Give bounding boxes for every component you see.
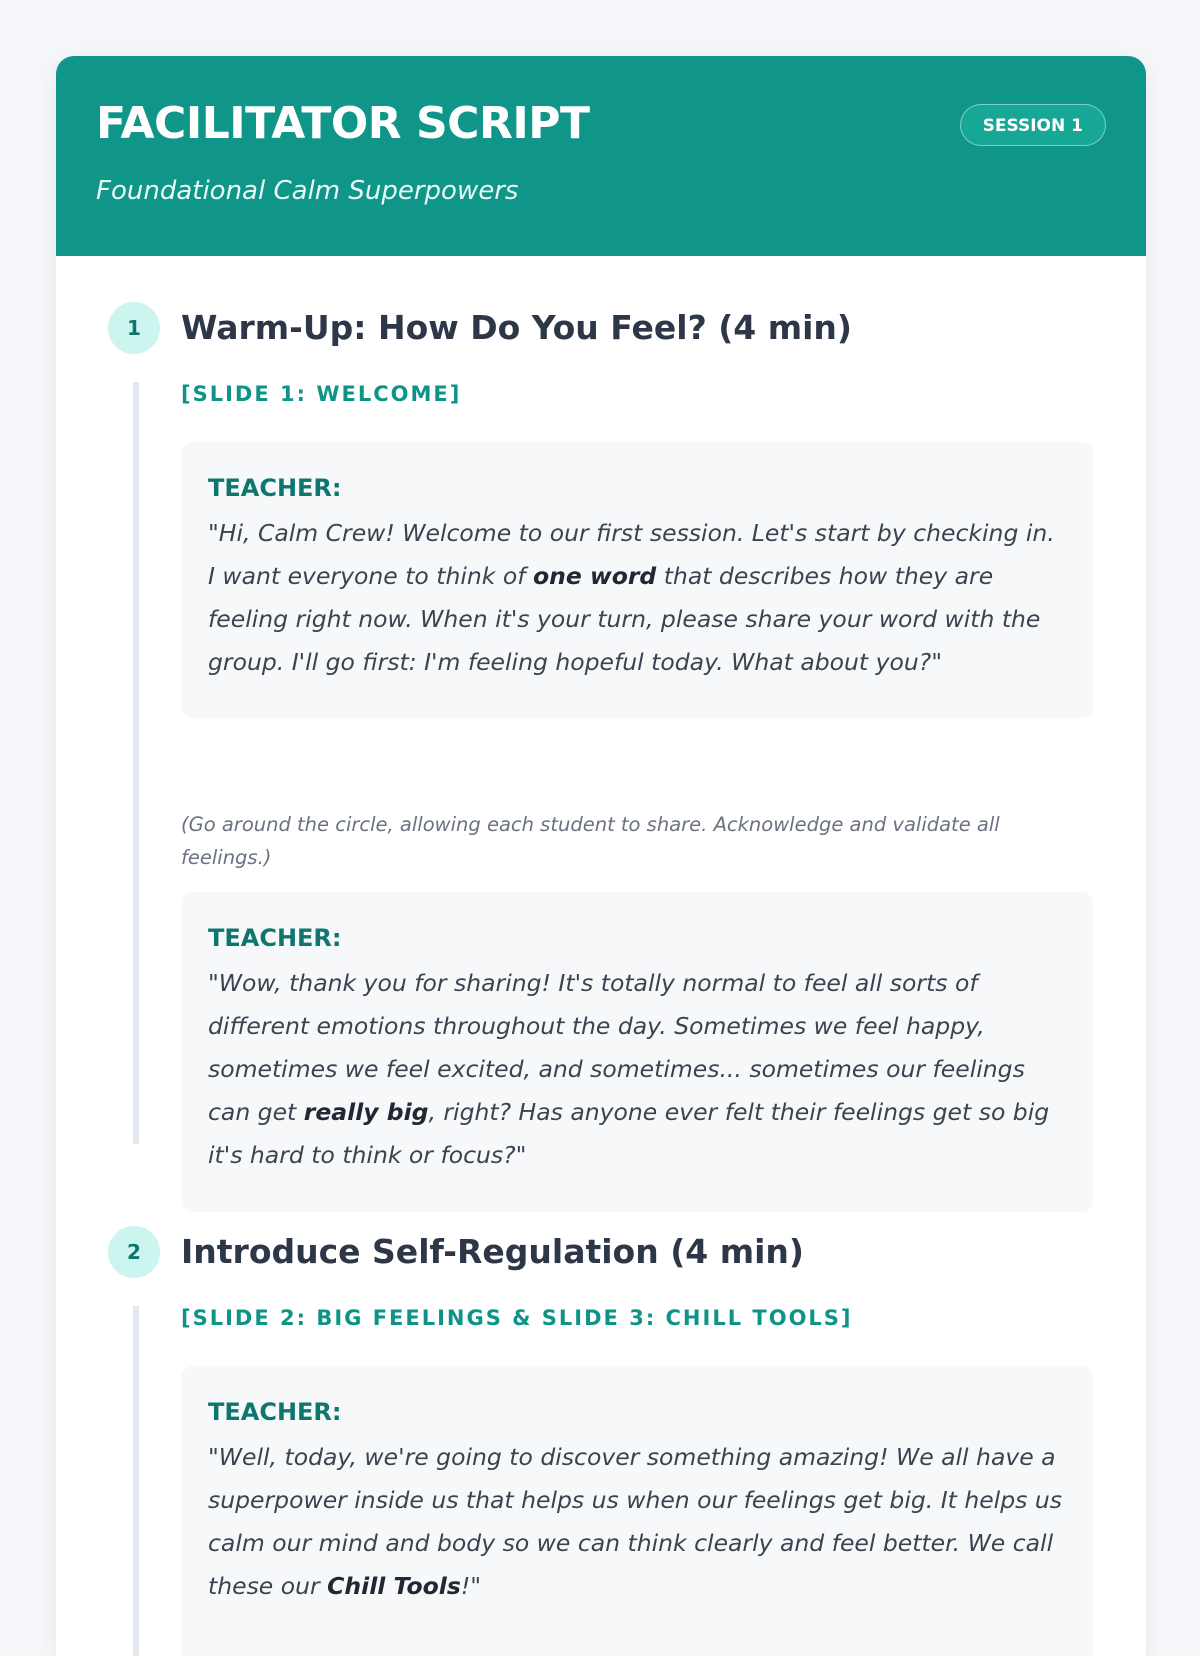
page-subtitle: Foundational Calm Superpowers	[96, 176, 519, 206]
section-warm-up	[108, 302, 1146, 1169]
section-rail	[133, 382, 139, 1144]
slide-tag: [SLIDE 1: WELCOME]	[181, 382, 462, 406]
section-title: Introduce Self-Regulation (4 min)	[181, 1232, 805, 1271]
dialogue-text: "Hi, Calm Crew! Welcome to our first session. Let's start by checking in. I want everyone to think of one word that describes how they are feeling right now. When it's your turn, please share your word with the group. I'll go first: I'm feeling hopeful today. What about you?"	[208, 519, 1055, 676]
section-number: 2	[108, 1226, 160, 1278]
dialogue-text: "Wow, thank you for sharing! It's totally normal to feel all sorts of different emotions throughout the day. Sometimes we feel happy, sometimes we feel excited, and sometimes... sometimes our feelings can get really big, right? Has anyone ever felt their feelings get so big it's hard to think or focus?"	[208, 969, 1050, 1169]
speaker-label: TEACHER:	[208, 1398, 342, 1426]
section-number: 1	[108, 302, 160, 354]
speaker-label: TEACHER:	[208, 924, 342, 952]
session-badge: SESSION 1	[960, 104, 1106, 146]
script-header	[56, 56, 1146, 256]
speaker-label: TEACHER:	[208, 474, 342, 502]
section-rail	[133, 1306, 139, 1656]
teacher-dialogue	[181, 892, 1093, 1212]
script-card	[56, 56, 1146, 1656]
page-title: FACILITATOR SCRIPT	[96, 98, 590, 149]
slide-tag: [SLIDE 2: BIG FEELINGS & SLIDE 3: CHILL TOOLS]	[181, 1306, 853, 1330]
section-self-regulation	[108, 1226, 1146, 1656]
teacher-dialogue	[181, 1366, 1093, 1656]
stage-direction: (Go around the circle, allowing each student to share. Acknowledge and validate all feelings.)	[181, 813, 1000, 869]
dialogue-text: "Well, today, we're going to discover something amazing! We all have a superpower inside us that helps us when our feelings get big. It helps us calm our mind and body so we can think clearly and feel better. We call these our Chill Tools!"	[208, 1443, 1062, 1600]
section-title: Warm-Up: How Do You Feel? (4 min)	[181, 308, 853, 347]
teacher-dialogue	[181, 442, 1093, 718]
